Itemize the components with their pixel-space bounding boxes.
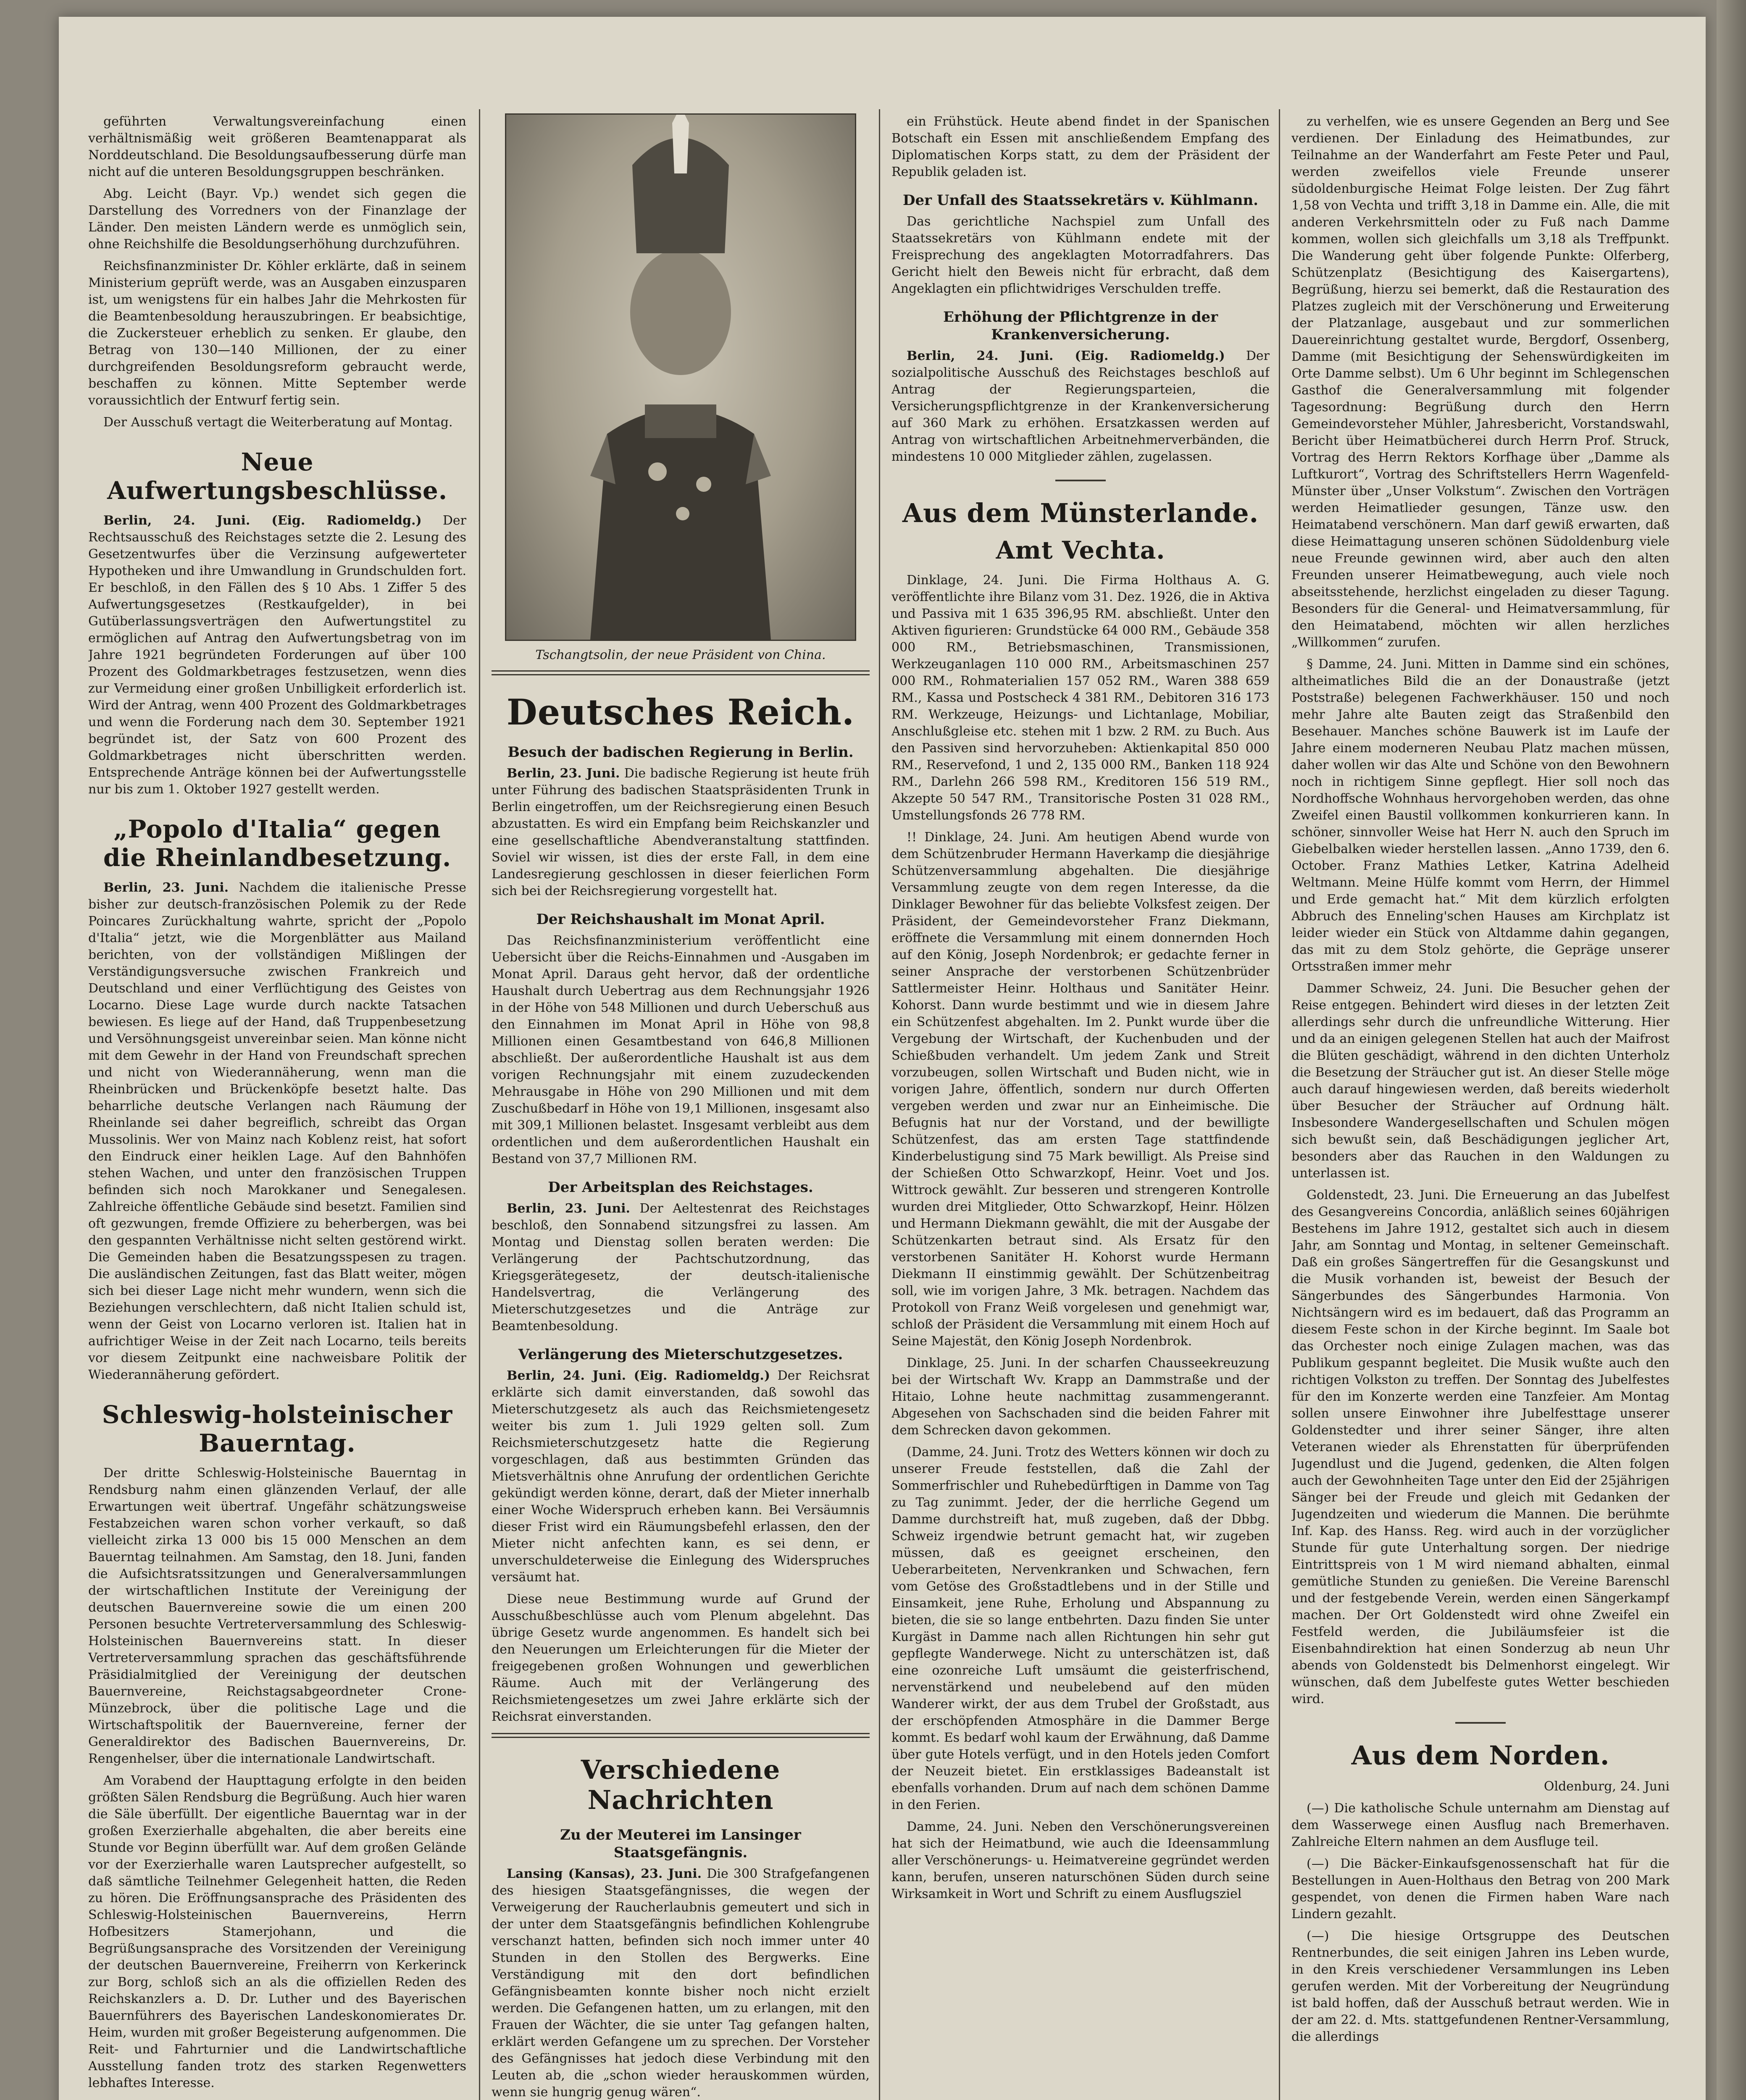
dateline: Lansing (Kansas), 23. Juni.: [507, 1866, 702, 1881]
newspaper-page: [59, 17, 1706, 2100]
column-rule: [879, 109, 880, 2100]
column-1: [88, 113, 466, 2100]
article-text: [492, 765, 870, 900]
article-text: Reichsfinanzminister Dr. Köhler erklärte, daß in seinem Ministerium geprüft werde, was an Ausgaben einzusparen ist, um wenigstens für ein halbes Jahr die Mehrkosten für die Beamtenbesoldung herauszubringen. Er beabsichtige, die Zuckersteuer erheblich zu senken. Er glaube, den Betrag von 130—140 Millionen, der zu einer durchgreifenden Besoldungsreform gebraucht werde, beschaffen zu können. Mitte September werde voraussichtlich der Entwurf fertig sein.: [88, 259, 466, 408]
article-text: Der Ausschuß vertagt die Weiterberatung auf Montag.: [103, 415, 453, 430]
article-text: [891, 348, 1270, 465]
headline-aufwertung: Neue Aufwertungsbeschlüsse.: [107, 448, 448, 505]
article-body: Der Rechtsausschuß des Reichstages setzte die 2. Lesung des Gesetzentwurfes über die Verzinsung aufgewerteter Hypotheken und ihre Umwandlung in Grundschulden fort. Er beschloß, in den Fällen des § 10 Abs. 1 Ziffer 5 des Aufwertungsgesetzes (Restkaufgelder), in bei Gutüberlassungsverträgen den Aufwertungstitel zu ermöglichen auf Antrag den Aufwertungsbetrag von im Jahre 1921 begründeten Forderungen auf über 100 Prozent des Goldmarkbetrages festzusetzen, wenn dies zur Vermeidung einer großen Unbilligkeit erforderlich ist. Wird der Antrag, wenn 400 Prozent des Goldmarkbetrages und wenn die Forderung nach dem 30. September 1921 begründet ist, der Satz von 600 Prozent des Goldmarkbetrages nicht überschritten werden. Entsprechende Anträge können bei der Aufwertungsstelle nur bis zum 1. Oktober 1927 gestellt werden.: [88, 513, 466, 797]
article-text: Goldenstedt, 23. Juni. Die Erneuerung an das Jubelfest des Gesangvereins Concordia, anläßlich seines 60jährigen Bestehens im Jahre 1912, gestaltet sich auch in diesem Jahr, am Sonntag und Montag, in seltener Gemeinschaft. Daß ein großes Sängertreffen für die Gesangskunst und die Musik vorhanden ist, beweist der Besuch der Sängerbundes des Sängerbundes Harmonia. Von Nichtsängern wird es im bedauert, daß das Programm an diesem Feste schon in der Kirche beginnt. Im Saale bot das Orchester noch einige Zulagen machen, was das Publikum gespannt begleitet. Die Musik wußte auch den richtigen Volkston zu treffen. Der Sonntag des Jubelfestes für den im Konzerte werden eine Tanzfeier. Am Montag sollen unsere Einwohner ihre Jubelfesttage unserer Goldenstedter und ihrer seiner Sänger, ihre alten Veteranen wieder als Ehrenstatten für überprüfenden Jugendlust und die Jugend, gedenken, die Alten folgen auch der Gewohnheiten Tage unter den Eid der 25jährigen Sänger bei der Freude und gleich mit Gedanken der Jugendzeiten und wiederum die Mannen. Die berühmte Inf. Kap. des Hanss. Reg. wird auch in der vorzüglicher Stunde für gute Unterhaltung sorgen. Der niedrige Eintrittspreis von 1 M wird niemand abhalten, einmal gemütliche Stunden zu genießen. Die Vereine Barenschl und der festgebende Verein, werden einen Sängerkampf machen. Der Ort Goldenstedt wird ohne Zweifel ein Festfeld werden, die Jubiläumsfeier ist die Eisenbahndirektion hat einen Sonderzug ab neun Uhr abends von Goldenstedt bis Delmenhorst eingelegt. Wir wünschen, daß dem Jubelfeste gutes Wetter beschieden wird.: [1291, 1188, 1670, 1706]
dateline: Berlin, 23. Juni.: [507, 1201, 631, 1216]
article-text: Am Vorabend der Haupttagung erfolgte in den beiden größten Sälen Rendsburg die Begrüßung. Auch hier waren die Säle überfüllt. Der eigentliche Bauerntag war in der großen Exerzierhalle abgehalten, die aber bereits eine Stunde vor Beginn überfüllt war. Auf dem großen Gelände vor der Exerzierhalle waren Lautsprecher aufgestellt, so daß sämtliche Teilnehmer Gelegenheit hatten, die Reden zu hören. Die Eröffnungsansprache des Präsidenten des Schleswig-Holsteinischen Bauernvereins, Herrn Hofbesitzers Stamerjohann, und die Begrüßungsansprache des Vorsitzenden der Vereinigung der deutschen Bauernvereine, Freiherrn von Kerkerinck zur Borg, schloß sich an als die offiziellen Reden des Reichskanzlers a. D. Dr. Luther und des Bayerischen Bauernführers des Bayerischen Landeskonomierates Dr. Heim, wurden mit großer Begeisterung aufgenommen. Die Reit- und Fahrturnier und die Landwirtschaftliche Ausstellung fanden trotz des starken Regenwetters lebhaftes Interesse.: [88, 1773, 466, 2090]
subhead-pflichtgrenze: Erhöhung der Pflichtgrenze in der Krankenversicherung.: [943, 309, 1218, 343]
portrait-photo: [505, 113, 856, 641]
article-text: (—) Die katholische Schule unternahm am Dienstag auf dem Wasserwege einen Ausflug nach Bremerhaven. Zahlreiche Eltern nahmen an dem Ausfluge teil.: [1291, 1801, 1670, 1849]
column-rule: [1279, 109, 1280, 2100]
article-body: Nachdem die italienische Presse bisher zur deutsch-französischen Polemik zu der Rede Poincares Zurückhaltung wahrte, spricht der „Popolo d'Italia“ jetzt, wie die Morgenblätter aus Mailand berichten, von der vollständigen Mißlingen der Verständigungsversuche zwischen Frankreich und Deutschland und einer Verflüchtigung des Geistes von Locarno. Diese Lage wurde durch nackte Tatsachen bewiesen. Es liege auf der Hand, daß Truppenbesetzung und Versöhnungsgeist unvereinbar seien. Man könne nicht mit dem Gewehr in der Hand von Freundschaft sprechen und nicht von Wiederannäherung, wenn man die Rheinbrücken und Brückenköpfe besetzt halte. Das beharrliche deutsche Verlangen nach Räumung der Rheinlande sei daher begreiflich, schreibt das Organ Mussolinis. Wer von Mainz nach Koblenz reist, hat sofort den Eindruck einer heiklen Lage. Auf den Bahnhöfen stehen Wachen, und unter den französischen Truppen befinden sich noch Marokkaner und Senegalesen. Zahlreiche öffentliche Gebäude sind besetzt. Familien sind oft gezwungen, fremde Offiziere zu beherbergen, was bei den gespannten Verhältnisse nicht selten gestörend wirkt. Die Gemeinden haben die Besatzungsspesen zu tragen. Die ausländischen Zeitungen, fast das Blatt weiter, mögen sich bei dieser Lage nicht mehr wundern, wenn sich die Beziehungen verschlechtern, daß nicht Italien schuld ist, wenn der Geist von Locarno verloren ist. Italien hat in aufrichtiger Weise in der Zeit nach Locarno, teils bereits vor diesem Zeitpunkt eine nachweisbare Politik der Wiederannäherung gefördert.: [88, 880, 466, 1382]
article-text: geführten Verwaltungsvereinfachung einen verhältnismäßig weit größeren Beamtenapparat als Norddeutschland. Die Besoldungsaufbesserung dürfe man nicht auf die unteren Besoldungsgruppen beschränken.: [88, 114, 466, 179]
dateline: Berlin, 23. Juni.: [507, 766, 620, 781]
headline-popolo: „Popolo d'Italia“ gegen die Rheinlandbesetzung.: [103, 815, 452, 872]
article-text: Dinklage, 24. Juni. Die Firma Holthaus A. G. veröffentlichte ihre Bilanz vom 31. Dez. 1926, die in Aktiva und Passiva mit 1 635 396,95 RM. abschließt. Unter den Aktiven figurieren: Grundstücke 64 000 RM., Gebäude 358 000 RM., Betriebsmaschinen, Transmissionen, Werkzeuganlagen 110 000 RM., Arbeitsmaschinen 257 000 RM., Rohmaterialien 157 052 RM., Waren 388 659 RM., Kassa und Postscheck 4 381 RM., Debitoren 316 173 RM. Werkzeuge, Heizungs- und Lichtanlage, Mobiliar, Anschlußgleise etc. stehen mit 1 bzw. 2 RM. zu Buch. Aus den Passiven sind hervorzuheben: Aktienkapital 850 000 RM., Reservefond, 1 und 2, 135 000 RM., Banken 118 924 RM., Darlehn 266 598 RM., Kreditoren 156 519 RM., Akzepte 50 547 RM., Transitorische Posten 31 028 RM., Umstellungsfonds 26 778 RM.: [891, 573, 1270, 823]
headline-norden: Aus dem Norden.: [1351, 1740, 1610, 1771]
article-body: Die 300 Strafgefangenen des hiesigen Staatsgefängnisses, die wegen der Verweigerung der Raucherlaubnis gemeutert und sich in der unter dem Staatsgefängnis befindlichen Kohlengrube verschanzt hatten, befinden sich noch immer unter 40 Stunden in den Stollen des Bergwerks. Eine Verständigung mit den dort befindlichen Gefängnisbeamten konnte bisher noch nicht erzielt werden. Die Gefangenen hatten, um zu erlangen, mit den Frauen der Wächter, die sie unter Tag gefangen halten, erklärt werden Gefangene um zu sprechen. Der Vorsteher des Gefängnisses hat jedoch diese Verbindung mit den Leuten ab, die „schon wieder herauskommen würden, wenn sie hungrig genug wären“.: [492, 1866, 870, 2100]
article-body: Der Reichsrat erklärte sich damit einverstanden, daß sowohl das Mieterschutzgesetz als auch das Reichsmietengesetz weiter bis zum 1. Juli 1929 gelten soll. Zum Reichsmieterschutzgesetz hatte die Regierung vorgeschlagen, daß aus bestimmten Gründen das Mietsverhältnis ohne Anrufung der ordentlichen Gerichte gekündigt werden könne, derart, daß der Mieter innerhalb einer Woche Widerspruch erheben kann. Bei Versäumnis dieser Frist wird ein Räumungsbefehl erlassen, den der Mieter nicht anfechten kann, es sei denn, er unverschuldeterweise die Einlegung des Widerspruches versäumt hat.: [492, 1368, 870, 1585]
dateline: Berlin, 24. Juni. (Eig. Radiomeldg.): [907, 349, 1225, 363]
divider: [492, 670, 870, 675]
divider: [1455, 1722, 1506, 1724]
article-body: Der Aeltestenrat des Reichstages beschloß, den Sonnabend sitzungsfrei zu lassen. Am Montag und Dienstag sollen beraten werden: Die Verlängerung der Pachtschutzordnung, das Kriegsgerätegesetz, der deutsch-italienische Handelsvertrag, die Verlängerung des Mieterschutzgesetzes und die Anträge zur Beamtenbesoldung.: [492, 1201, 870, 1334]
article-text: Der dritte Schleswig-Holsteinische Bauerntag in Rendsburg nahm einen glänzenden Verlauf, der alle Erwartungen weit übertraf. Ungefähr schätzungsweise Festabzeichen waren schon vorher verkauft, so daß vielleicht zirka 13 000 bis 15 000 Menschen an dem Bauerntag teilnahmen. Am Samstag, den 18. Juni, fanden die Aufsichtsratssitzungen und Generalversammlungen der wirtschaftlichen Institute der Vereinigung der deutschen Bauernvereine sowie die um einen 200 Personen besuchte Vertreterversammlung des Schleswig-Holsteinischen Bauernvereins statt. In dieser Vertreterversammlung sprachen das geschäftsführende Präsidialmitglied der Vereinigung der deutschen Bauernvereine, Reichstagsabgeordneter Crone-Münzebrock, über die politische Lage und die Wirtschaftspolitik der Bauernvereine, ferner der Generaldirektor des Badischen Bauernvereins, Dr. Rengenhelser, über die internationale Landwirtschaft.: [88, 1466, 466, 1766]
dateline: Berlin, 23. Juni.: [103, 880, 229, 895]
article-text: Diese neue Bestimmung wurde auf Grund der Ausschußbeschlüsse auch vom Plenum abgelehnt. Das übrige Gesetz wurde angenommen. Es handelt sich bei den Neuerungen um Erleichterungen für die Mieter der freigegebenen großen Wohnungen und gewerblichen Räume. Auch mit der Verlängerung des Reichsmietengesetzes um zwei Jahre erklärte sich der Reichsrat einverstanden.: [492, 1592, 870, 1724]
article-text: [492, 1866, 870, 2100]
column-rule: [479, 109, 480, 2100]
dateline: Berlin, 24. Juni. (Eig. Radiomeldg.): [103, 513, 422, 528]
article-text: [88, 879, 466, 1383]
headline-bauerntag: Schleswig-holsteinischer Bauerntag.: [102, 1400, 453, 1457]
column-4: [1291, 113, 1670, 2100]
subhead-baden: Besuch der badischen Regierung in Berlin.: [507, 744, 854, 761]
portrait-illustration: [506, 115, 855, 640]
article-text: Dinklage, 25. Juni. In der scharfen Chausseekreuzung bei der Wirtschaft Wv. Krapp an Dammstraße und der Hitaio, Lohne heute nachmittag zusammengerannt. Abgesehen von Sachschaden sind die beiden Fahrer mit dem Schrecken davon gekommen.: [891, 1356, 1270, 1438]
article-text: Abg. Leicht (Bayr. Vp.) wendet sich gegen die Darstellung des Vorredners von der Finanzlage der Länder. Den meisten Ländern werde es unmöglich sein, ohne Reichshilfe die Besoldungserhöhung durchzuführen.: [88, 186, 466, 252]
subhead-mieterschutz: Verlängerung des Mieterschutzgesetzes.: [518, 1346, 843, 1363]
article-text: (—) Die hiesige Ortsgruppe des Deutschen Rentnerbundes, die seit einigen Jahren ins Leben wurde, in den Kreis verschiedener Versammlungen ins Leben gerufen werden. Mit der Vorbereitung der Neugründung ist bald hoffen, daß der Ausschuß betraut werden. Wie in der am 22. d. Mts. stattgefundenen Rentner-Versammlung, die allerdings: [1291, 1929, 1670, 2044]
column-3: [891, 113, 1270, 2100]
divider: [492, 1733, 870, 1738]
column-2: [492, 113, 870, 2100]
article-text: Das Reichsfinanzministerium veröffentlicht eine Uebersicht über die Reichs-Einnahmen und -Ausgaben im Monat April. Daraus geht hervor, daß der ordentliche Haushalt durch Uebertrag aus dem Rechnungsjahr 1926 in der Höhe von 548 Millionen und durch Ueberschuß aus den Einnahmen im Monat April in Höhe von 98,8 Millionen einen Gesamtbestand von 646,8 Millionen abschließt. Der außerordentliche Haushalt ist aus dem vorigen Rechnungsjahr mit einem zuzudeckenden Mehrausgabe in Höhe von 290 Millionen und mit dem Zuschußbedarf in Höhe von 19,1 Millionen, insgesamt also mit 309,1 Millionen belastet. Insgesamt verbleibt aus dem ordentlichen und dem außerordentlichen Haushalt ein Bestand von 37,7 Millionen RM.: [492, 933, 870, 1166]
article-text: (—) Die Bäcker-Einkaufsgenossenschaft hat für die Bestellungen in Auen-Holthaus den Betrag von 200 Mark gespendet, von denen die Firmen haben Ware nach Lindern gezahlt.: [1291, 1856, 1670, 1922]
headline-muensterlande: Aus dem Münsterlande.: [902, 498, 1259, 528]
article-text: zu verhelfen, wie es unsere Gegenden an Berg und See verdienen. Der Einladung des Heimatbundes, zur Teilnahme an der Wanderfahrt am Feste Peter und Paul, werden zweifellos viele Freunde unserer südoldenburgische Heimat Folge leisten. Der Zug fährt 1,58 von Vechta und trifft 3,18 in Damme ein. Alle, die mit anderen Verkehrsmitteln oder zu Fuß nach Damme kommen, wollen sich gleichfalls um 3,18 als Treffpunkt. Die Wanderung geht über folgende Punkte: Olferberg, Schützenplatz (Besichtigung des Kaisergartens), Begrüßung, hierzu sei bemerkt, daß die Restauration des Platzes zugleich mit der Verschönerung und Erweiterung der Platzanlage, ausgebaut und zur sommerlichen Dauereinrichtung gestaltet wurde, Bergdorf, Ossenberg, Damme (mit Besichtigung der Sehenswürdigkeiten im Orte Damme selbst). Um 6 Uhr beginnt im Schlegenschen Gasthof die Generalversammlung mit folgender Tagesordnung: Begrüßung durch den Herrn Gemeindevorsteher Mühler, Jahresbericht, Vorstandswahl, Bericht über Heimatbücherei durch Herrn Prof. Struck, Vortrag des Herrn Rektors Korfhage über „Damme als Luftkurort“, Vortrag des Schriftstellers Herrn Wagenfeld-Münster über „Unser Volkstum“. Zwischen den Vorträgen werden Heimatlieder gesungen, Tänze usw. den Heimatabend verschönern. Man darf gewiß erwarten, daß diese Heimattagung unseren schönen Südoldenburg viele neue Freunde gewinnen wird, aber auch den alten Freunden unserer Heimatbewegung, auch viele noch abseitsstehende, herzlichst eingeladen zu dieser Tagung. Besonders für die General- und Heimatversammlung, für den Heimatabend, möchten wir allen herzliches „Willkommen“ zurufen.: [1291, 114, 1670, 650]
article-text: Das gerichtliche Nachspiel zum Unfall des Staatssekretärs von Kühlmann endete mit der Freisprechung des angeklagten Motorradfahrers. Das Gericht hielt den Beweis nicht für erbracht, daß dem Angeklagten ein pflichtwidriges Verschulden treffe.: [891, 214, 1270, 296]
article-text: [88, 512, 466, 798]
headline-deutsches-reich: Deutsches Reich.: [506, 691, 855, 733]
article-text: !! Dinklage, 24. Juni. Am heutigen Abend wurde von dem Schützenbruder Hermann Haverkamp die diesjährige Schützenversammlung abgehalten. Die diesjährige Versammlung zeugte von dem regen Interesse, da die Dinklager Bewohner für das beliebte Volksfest zeigen. Der Präsident, der Gemeindevorsteher Franz Diekmann, eröffnete die Versammlung mit einem donnernden Hoch auf den König, Joseph Nordenbrok; er gedachte ferner in seiner Ansprache der verstorbenen Schützenbrüder Sattlermeister Heinr. Holthaus und Sanitäter Heinr. Kohorst. Dann wurde bestimmt und wie in diesem Jahre ein Schützenfest abgehalten. Im 2. Punkt wurde über die Vergebung der Wirtschaft, der Kuchenbuden und der Schießbuden verhandelt. Um jedem Zank und Streit vorzubeugen, sollen Wirtschaft und Buden nicht, wie in vorigen Jahre, öffentlich, sondern nur durch Offerten vergeben werden und zwar nur an Einheimische. Die Befugnis hat nur der Vorstand, und der bewilligte Schützenfest, das am ersten Tage stattfindende Kinderbelustigung sind 75 Mark bewilligt. Als Preise sind der Schießen Otto Schwarzkopf, Heinr. Voet und Jos. Wittrock gewählt. Zur besseren und strengeren Kontrolle wurden drei Mitglieder, Otto Schwarzkopf, Heinr. Hölzen und Hermann Diekmann gewählt, die mit der Ausgabe der Schützenkarten betraut sind. Als Ersatz für den verstorbenen Sanitäter H. Kohorst wurde Hermann Diekmann II einstimmig gewählt. Der Schützenbeitrag soll, wie im vorigen Jahre, 3 Mk. betragen. Nachdem das Protokoll von Franz Weiß vorgelesen und genehmigt war, schloß der Präsident die Versammlung mit einem Hoch auf Seine Majestät, den König Joseph Nordenbrok.: [891, 830, 1270, 1349]
article-text: (Damme, 24. Juni. Trotz des Wetters können wir doch zu unserer Freude feststellen, daß die Zahl der Sommerfrischler und Ruhebedürftigen in Damme von Tag zu Tag zunimmt. Jeder, der die herrliche Gegend um Damme durchstreift hat, muß zugeben, daß der Dbbg. Schweiz irgendwie betrunt gemacht hat, wir zugeben müssen, daß es geeignet erscheinen, den Ueberarbeiteten, Nervenkranken und Schwachen, fern vom Getöse des Großstadtlebens und in der Stille und Einsamkeit, jene Ruhe, Erholung und Abspannung zu bieten, die sie so lange entbehrten. Dazu finden Sie unter Kurgäst in Damme nach allen Richtungen hin sehr gut gepflegte Wanderwege. Nicht zu unterschätzen ist, daß eine ozonreiche Luft umsäumt die geisterfrischend, nervenstärkend und neubelebend auf den müden Wanderer wirkt, der aus dem Trubel der Großstadt, aus der erschöpfenden Atmosphäre in die Dammer Berge kommt. Es bedarf wohl kaum der Erwähnung, daß Damme über gute Hotels verfügt, und in den Hotels jeden Comfort der Neuzeit bietet. Ein erstklassiges Badeanstalt ist ebenfalls vorhanden. Drum auf nach dem schönen Damme in den Ferien.: [891, 1445, 1270, 1812]
article-text: § Damme, 24. Juni. Mitten in Damme sind ein schönes, altheimatliches Bild die an der Donaustraße (jetzt Poststraße) belegenen Fachwerkhäuser. 150 und noch mehr Jahre alte Bauten zeigt das Straßenbild den Besehauer. Manches schöne Bauwerk ist im Laufe der Jahre einem moderneren Neubau Platz machen müssen, daher wollen wir das Alte und Schöne von den Bewohnern noch in richtigem Sinne gepflegt. Hier soll noch das Nordhoffsche Wohnhaus hervorgehoben werden, das ohne Zweifel einen Baustil vollkommen konkurrieren kann. In schöner, sinnvoller Weise hat Herr N. auch den Spruch im Giebelbalken wieder herstellen lassen. „Anno 1739, den 6. October. Franz Mathies Letker, Katrina Adelheid Weltmann. Meine Hülfe kommt vom Herrn, der Himmel und Erde gemacht hat.“ Mit dem kürzlich erfolgten Abbruch des Enneling'schen Hauses am Kirchplatz ist leider wieder ein Stück von Altdamme dahin gegangen, das mit zu dem Stolz gehörte, die Gepräge unserer Ortsstraßen immer mehr: [1291, 657, 1670, 974]
article-text: ein Frühstück. Heute abend findet in der Spanischen Botschaft ein Essen mit anschließendem Empfang des Diplomatischen Korps statt, zu dem der Präsident der Republik geladen ist.: [891, 114, 1270, 179]
subhead-kuehlmann: Der Unfall des Staatssekretärs v. Kühlmann.: [902, 192, 1259, 209]
article-text: [492, 1368, 870, 1586]
headline-amt-vechta: Amt Vechta.: [996, 536, 1165, 564]
article-text: Damme, 24. Juni. Neben den Verschönerungsvereinen hat sich der Heimatbund, wie auch die Ideensammlung aller Verschönerungs- u. Heimatvereine gegründet werden kann, berufen, unseren naturschönen Süden durch seine Wirksamkeit in Wort und Schrift zu einem Ausflugsziel: [891, 1819, 1270, 1901]
page-binding-edge: [1717, 0, 1746, 2100]
subhead-lansing: Zu der Meuterei im Lansinger Staatsgefängnis.: [560, 1827, 801, 1861]
article-body: Die badische Regierung ist heute früh unter Führung des badischen Staatspräsidenten Trunk in Berlin eingetroffen, um der Reichsregierung einen Besuch abzustatten. Es wird ein Empfang beim Reichskanzler und eine gesellschaftliche Abendveranstaltung stattfinden. Soviel wir wissen, ist dies der erste Fall, in dem eine Landesregierung geschlossen in dieser feierlichen Form sich bei der Reichsregierung vorgestellt hat.: [492, 766, 870, 898]
subhead-haushalt: Der Reichshaushalt im Monat April.: [536, 911, 825, 928]
article-text: [492, 1200, 870, 1335]
divider: [1055, 480, 1106, 481]
dateline: Berlin, 24. Juni. (Eig. Radiomeldg.): [507, 1368, 770, 1383]
article-text: Dammer Schweiz, 24. Juni. Die Besucher gehen der Reise entgegen. Behindert wird dieses in der letzten Zeit allerdings sehr durch die unfreundliche Witterung. Hier und da an einigen gelegenen Stellen hat auch der Maifrost die Blüten geschädigt, während in den dichten Unterholz die Besetzung der Sträucher gut ist. An dieser Stelle möge auch darauf hingewiesen werden, daß bereits wiederholt über Besucher der Sträucher auf Ordnung hält. Insbesondere Wandergesellschaften und Schulen mögen sich bewußt sein, daß Beschädigungen jeglicher Art, besonders aber das Rauchen in den Waldungen zu unterlassen ist.: [1291, 981, 1670, 1181]
article-body: Der sozialpolitische Ausschuß des Reichstages beschloß auf Antrag der Regierungsparteien, die Versicherungspflichtgrenze in der Krankenversicherung auf 360 Mark zu erhöhen. Ersatzkassen werden auf Antrag von wirtschaftlichen Arbeitnehmerverbänden, die mindestens 10 000 Mitglieder zählen, zugelassen.: [891, 349, 1270, 464]
subhead-arbeitsplan: Der Arbeitsplan des Reichstages.: [548, 1179, 813, 1196]
photo-caption: Tschangtsolin, der neue Präsident von China.: [535, 648, 826, 662]
dateline: Oldenburg, 24. Juni: [1544, 1779, 1670, 1794]
headline-verschiedenes: Verschiedene Nachrichten: [581, 1754, 781, 1815]
